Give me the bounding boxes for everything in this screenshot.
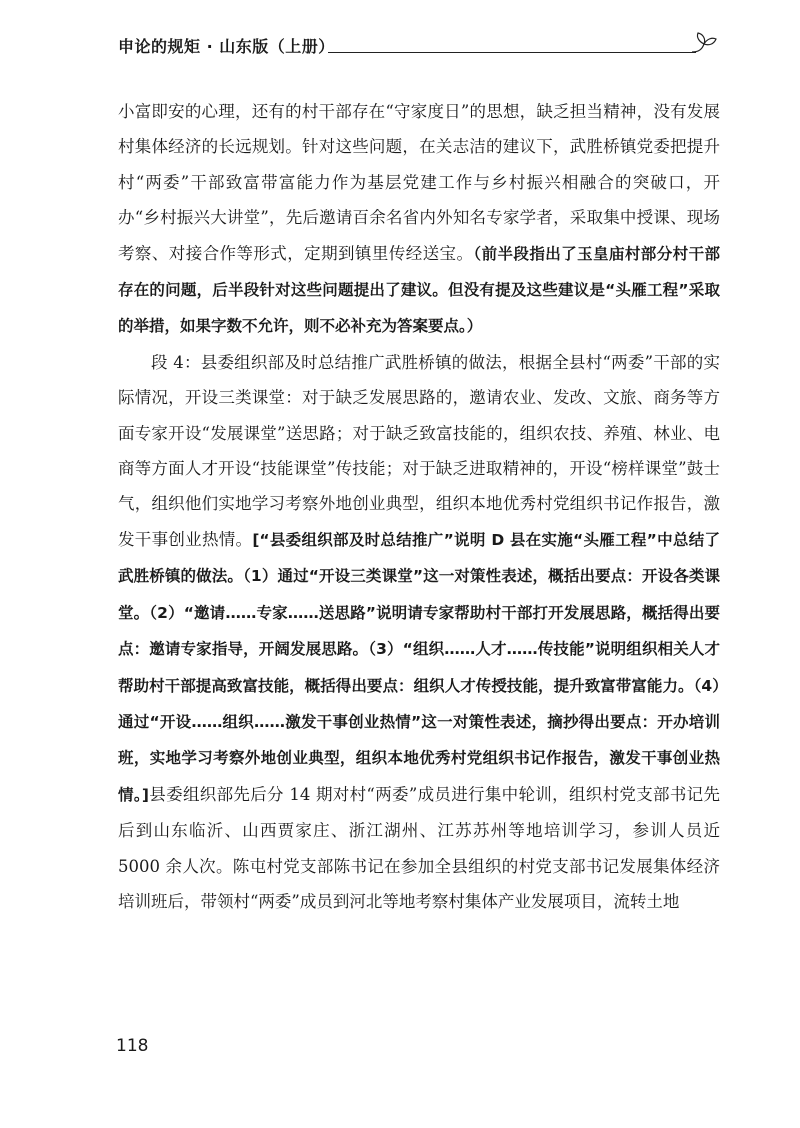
paragraph-2-text-1: 段 4：县委组织部及时总结推广武胜桥镇的做法，根据全县村“两委”干部的实际情况，开设三类课堂：对于缺乏发展思路的，邀请农业、发改、文旅、商务等方面专家开设“发展课堂”送思路；对于缺乏致富技能的，组织农技、养殖、林业、电商等方面人才开设“技能课堂”传技能；对于缺乏进取精神的，开设“榜样课堂”鼓士气，组织他们实地学习考察外地创业典型，组织本地优秀村党组织书记作报告，激发干事创业热情。 (118, 352, 720, 549)
paragraph-1-analysis: （前半段指出了玉皇庙村部分村干部存在的问题，后半段针对这些问题提出了建议。但没有提及这些建议是“头雁工程”采取的举措，如果字数不允许，则不必补充为答案要点。） (118, 244, 720, 336)
paragraph-2-text-2: 县委组织部先后分 14 期对村“两委”成员进行集中轮训，组织村党支部书记先后到山东临沂、山西贾家庄、浙江湖州、江苏苏州等地培训学习，参训人员近 5000 余人次。陈屯村党支部陈书记在参加全县组织的村党支部书记发展集体经济培训班后，带领村“两委”成员到河北等地考察村集体产业发展项目，流转土地 (118, 784, 720, 911)
header-rule (328, 52, 696, 53)
sprout-leaf-icon (690, 30, 718, 56)
paragraph-2-analysis: [“县委组织部及时总结推广”说明 D 县在实施“头雁工程”中总结了武胜桥镇的做法。（1）通过“开设三类课堂”这一对策性表述，概括出要点：开设各类课堂。（2）“邀请……专家……送思路”说明请专家帮助村干部打开发展思路，概括得出要点：邀请专家指导，开阔发展思路。（3）“组织……人才……传技能”说明组织相关人才帮助村干部提高致富技能，概括得出要点：组织人才传授技能，提升致富带富能力。（4）通过“开设……组织……激发干事创业热情”这一对策性表述，摘抄得出要点：开办培训班，实地学习考察外地创业典型，组织本地优秀村党组织书记作报告，激发干事创业热情。] (118, 530, 721, 804)
paragraph-2 (118, 345, 720, 920)
book-title: 申论的规矩 · 山东版（上册） (118, 37, 335, 56)
page-body (118, 94, 720, 919)
paragraph-1-text: 小富即安的心理，还有的村干部存在“守家度日”的思想，缺乏担当精神，没有发展村集体经济的长远规划。针对这些问题，在关志洁的建议下，武胜桥镇党委把提升村“两委”干部致富带富能力作为基层党建工作与乡村振兴相融合的突破口，开办“乡村振兴大讲堂”，先后邀请百余名省内外知名专家学者，采取集中授课、现场考察、对接合作等形式，定期到镇里传经送宝。 (118, 102, 720, 263)
page-number: 118 (116, 1036, 149, 1056)
running-header (118, 28, 718, 58)
paragraph-1 (118, 94, 720, 345)
